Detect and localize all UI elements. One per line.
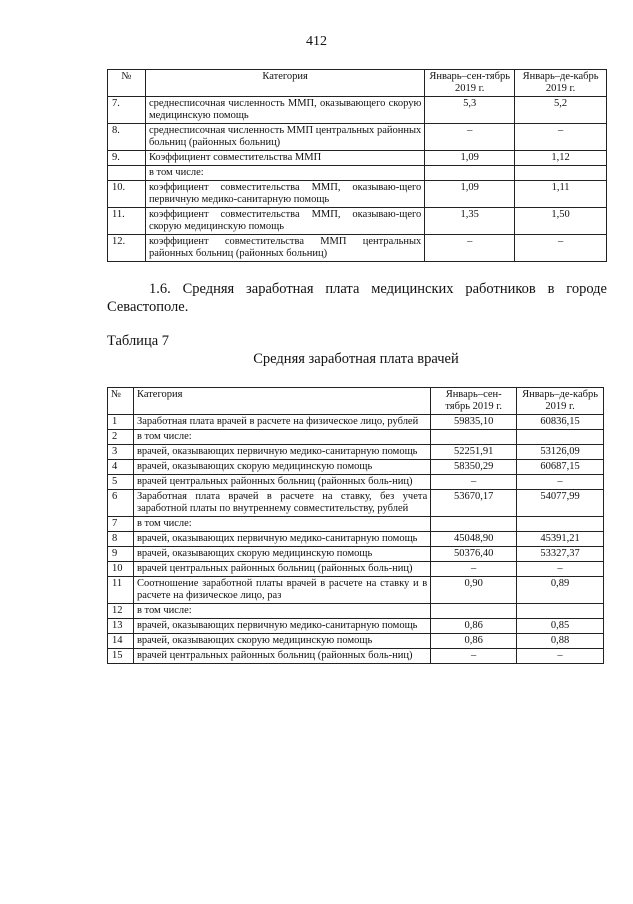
row-number: 7 [108,517,134,532]
table-title: Средняя заработная плата врачей [253,351,459,367]
row-category: врачей центральных районных больниц (районных боль-ниц) [133,475,430,490]
row-number: 13 [108,619,134,634]
row-value-jan-dec: 5,2 [515,97,607,124]
table-row [108,430,604,445]
table-row [108,604,604,619]
row-value-jan-dec: 1,11 [515,181,607,208]
table-row [108,208,607,235]
table-header-row [108,70,607,97]
row-value-jan-sep: – [425,235,515,262]
row-value-jan-dec: 1,12 [515,151,607,166]
row-category: Соотношение заработной платы врачей в расчете на ставку и в расчете на физическое лицо, раз [133,577,430,604]
row-category: врачей, оказывающих первичную медико-санитарную помощь [133,619,430,634]
row-value-jan-sep: – [425,124,515,151]
row-number: 4 [108,460,134,475]
row-value-jan-sep [425,166,515,181]
row-category: в том числе: [133,430,430,445]
row-category: коэффициент совместительства ММП, оказываю-щего первичную медико-санитарную помощь [145,181,424,208]
row-value-jan-sep: 1,09 [425,181,515,208]
row-category: коэффициент совместительства ММП, оказываю-щего скорую медицинскую помощь [145,208,424,235]
table-row [108,97,607,124]
table-row [108,634,604,649]
row-number: 7. [108,97,146,124]
header-jan-dec: Январь–де-кабрь 2019 г. [515,70,607,97]
row-category: врачей, оказывающих первичную медико-санитарную помощь [133,445,430,460]
row-value-jan-sep: 45048,90 [431,532,517,547]
row-category: Заработная плата врачей в расчете на ставку, без учета заработной платы по внутреннему совместительству, рублей [133,490,430,517]
row-value-jan-sep: – [431,475,517,490]
row-value-jan-dec: – [515,235,607,262]
row-value-jan-sep [431,604,517,619]
table-label: Таблица 7 [107,333,170,349]
row-number: 14 [108,634,134,649]
section-paragraph: 1.6. Средняя заработная плата медицинских работников в городе Севастополе. [107,281,607,315]
row-category: среднесписочная численность ММП центральных районных больниц (районных больниц) [145,124,424,151]
row-value-jan-sep: 58350,29 [431,460,517,475]
row-value-jan-dec [515,166,607,181]
row-number: 5 [108,475,134,490]
row-value-jan-dec [517,430,604,445]
row-category: среднесписочная численность ММП, оказывающего скорую медицинскую помощь [145,97,424,124]
row-category: в том числе: [145,166,424,181]
salary-table [107,387,604,664]
row-value-jan-dec: – [517,562,604,577]
table-row [108,562,604,577]
table-row [108,649,604,664]
header-jan-sep: Январь–сен-тябрь 2019 г. [425,70,515,97]
row-number: 12. [108,235,146,262]
row-value-jan-sep: 0,90 [431,577,517,604]
table-row [108,166,607,181]
header-jan-dec: Январь–де-кабрь 2019 г. [517,388,604,415]
table-row [108,460,604,475]
row-number: 15 [108,649,134,664]
table-row [108,181,607,208]
table-row [108,445,604,460]
row-value-jan-sep: – [431,649,517,664]
row-category: Коэффициент совместительства ММП [145,151,424,166]
row-value-jan-sep: 50376,40 [431,547,517,562]
table-row [108,475,604,490]
row-category: врачей, оказывающих скорую медицинскую помощь [133,547,430,562]
row-number: 9 [108,547,134,562]
row-category: врачей, оказывающих первичную медико-санитарную помощь [133,532,430,547]
row-value-jan-sep: 53670,17 [431,490,517,517]
row-category: врачей центральных районных больниц (районных боль-ниц) [133,649,430,664]
row-number: 6 [108,490,134,517]
row-category: врачей центральных районных больниц (районных боль-ниц) [133,562,430,577]
row-value-jan-dec: 54077,99 [517,490,604,517]
row-number [108,166,146,181]
row-category: в том числе: [133,517,430,532]
table-row [108,124,607,151]
row-value-jan-dec: 1,50 [515,208,607,235]
row-category: Заработная плата врачей в расчете на физическое лицо, рублей [133,415,430,430]
row-value-jan-sep [431,517,517,532]
row-value-jan-sep: 59835,10 [431,415,517,430]
row-number: 11 [108,577,134,604]
row-category: врачей, оказывающих скорую медицинскую помощь [133,460,430,475]
row-value-jan-dec: 45391,21 [517,532,604,547]
table-row [108,490,604,517]
table-row [108,151,607,166]
table-row [108,619,604,634]
row-number: 12 [108,604,134,619]
table-row [108,577,604,604]
row-value-jan-dec [517,604,604,619]
table-row [108,415,604,430]
header-number: № [108,70,146,97]
row-value-jan-dec [517,517,604,532]
row-number: 1 [108,415,134,430]
row-value-jan-dec: 60836,15 [517,415,604,430]
table-row [108,547,604,562]
header-jan-sep: Январь–сен-тябрь 2019 г. [431,388,517,415]
row-value-jan-sep: 5,3 [425,97,515,124]
row-value-jan-dec: – [515,124,607,151]
row-value-jan-sep [431,430,517,445]
row-value-jan-dec: – [517,475,604,490]
row-value-jan-sep: – [431,562,517,577]
row-value-jan-dec: 53327,37 [517,547,604,562]
row-category: коэффициент совместительства ММП центральных районных больниц (районных больниц) [145,235,424,262]
row-category: врачей, оказывающих скорую медицинскую помощь [133,634,430,649]
row-value-jan-dec: 53126,09 [517,445,604,460]
row-number: 10 [108,562,134,577]
header-category: Категория [145,70,424,97]
row-value-jan-sep: 1,35 [425,208,515,235]
table-row [108,235,607,262]
table-header-row [108,388,604,415]
table-row [108,517,604,532]
row-value-jan-dec: – [517,649,604,664]
table-row [108,532,604,547]
row-value-jan-dec: 0,85 [517,619,604,634]
header-number: № [108,388,134,415]
row-number: 10. [108,181,146,208]
staffing-table [107,69,607,262]
row-value-jan-sep: 0,86 [431,619,517,634]
row-value-jan-dec: 0,89 [517,577,604,604]
page-number: 412 [306,34,327,49]
row-value-jan-sep: 52251,91 [431,445,517,460]
row-number: 9. [108,151,146,166]
row-category: в том числе: [133,604,430,619]
row-number: 3 [108,445,134,460]
row-value-jan-sep: 1,09 [425,151,515,166]
row-value-jan-sep: 0,86 [431,634,517,649]
row-number: 8. [108,124,146,151]
header-category: Категория [133,388,430,415]
row-number: 8 [108,532,134,547]
row-value-jan-dec: 60687,15 [517,460,604,475]
row-number: 2 [108,430,134,445]
row-value-jan-dec: 0,88 [517,634,604,649]
row-number: 11. [108,208,146,235]
